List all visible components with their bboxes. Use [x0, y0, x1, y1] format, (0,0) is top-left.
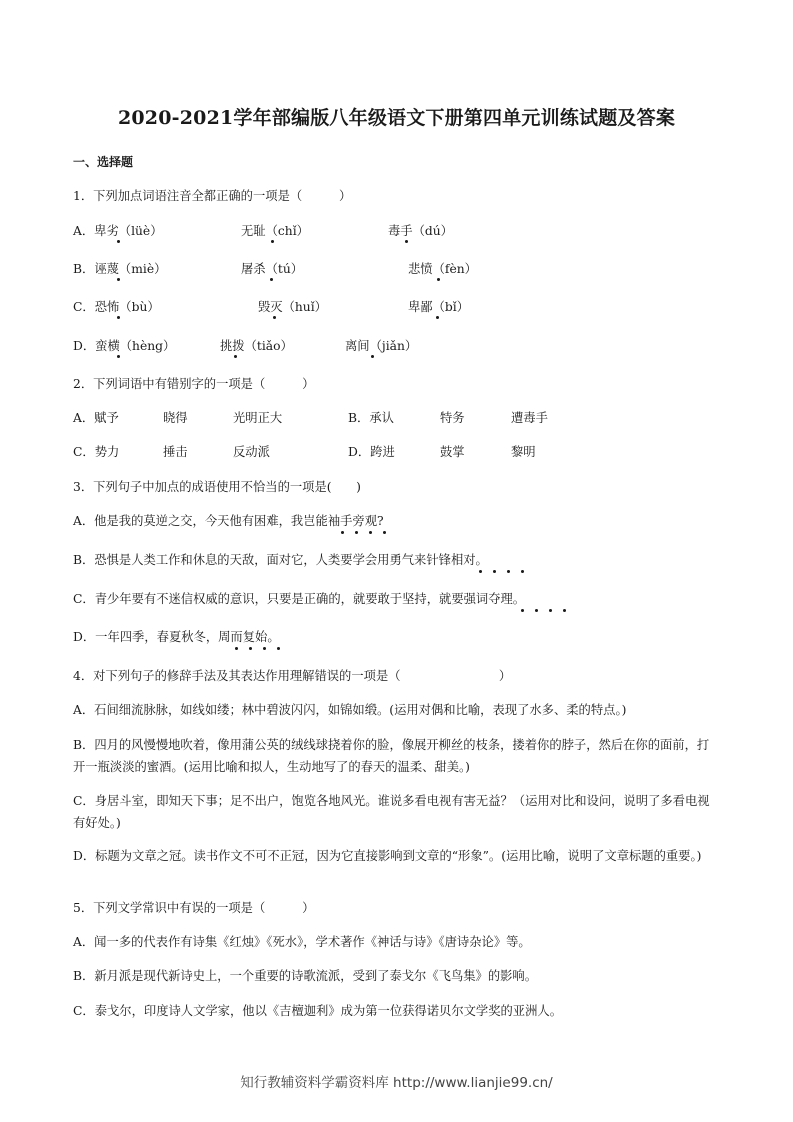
emphasis-dot: [535, 609, 538, 612]
q4-option-c: C．身居斗室，即知天下事；足不出户，饱览各地风光。谁说多看电视有害无益？（运用对比和设问，说明了多看电视有好处。): [73, 794, 710, 830]
question-1-stem: 1．下列加点词语注音全都正确的一项是（ ）: [73, 189, 352, 203]
q3-option-a: A．他是我的莫逆之交，今天他有困难，我岂能袖手旁观?: [73, 514, 384, 528]
q2-word: D．跨进: [348, 445, 395, 459]
emphasis-dot: [549, 609, 552, 612]
emphasis-dot: [493, 570, 496, 573]
q4-option-a: A．石间细流脉脉，如线如缕；林中碧波闪闪，如锦如缎。(运用对偶和比喻，表现了水多、柔的特点。): [73, 703, 627, 717]
emphasis-dot: [277, 647, 280, 650]
q5-option-a: A．闻一多的代表作有诗集《红烛》《死水》，学术著作《神话与诗》《唐诗杂论》等。: [73, 935, 531, 949]
emphasis-dot: [521, 570, 524, 573]
q1-option-b-3: 悲愤（fèn）: [408, 262, 477, 276]
q1-option-a-2: 无耻（chǐ）: [241, 224, 309, 238]
q1-option-b-2: 屠杀（tú）: [241, 262, 304, 276]
section-heading: 一、选择题: [73, 155, 134, 169]
q3-option-d: D．一年四季，春夏秋冬，周而复始。: [73, 630, 280, 644]
emphasis-dot: [479, 570, 482, 573]
q2-word: 晓得: [163, 411, 188, 425]
emphasis-dot: [117, 355, 120, 358]
q2-word: C．势力: [73, 445, 120, 459]
emphasis-dot: [117, 240, 120, 243]
page-title: 2020-2021学年部编版八年级语文下册第四单元训练试题及答案: [117, 107, 676, 129]
q1-option-d-3: 离间（jiǎn）: [345, 339, 418, 353]
emphasis-dot: [117, 316, 120, 319]
emphasis-dot: [355, 531, 358, 534]
q2-word: 反动派: [233, 445, 270, 459]
emphasis-dot: [563, 609, 566, 612]
emphasis-dot: [234, 355, 237, 358]
emphasis-dot: [521, 609, 524, 612]
emphasis-dot: [117, 278, 120, 281]
emphasis-dot: [341, 531, 344, 534]
q2-word: A．赋予: [73, 411, 119, 425]
question-4-stem: 4．对下列句子的修辞手法及其表达作用理解错误的一项是（ ）: [73, 669, 512, 683]
question-2-stem: 2．下列词语中有错别字的一项是（ ）: [73, 377, 315, 391]
emphasis-dot: [249, 647, 252, 650]
q2-word: 黎明: [511, 445, 536, 459]
emphasis-dot: [405, 240, 408, 243]
q5-option-b: B．新月派是现代新诗史上，一个重要的诗歌流派，受到了泰戈尔《飞鸟集》的影响。: [73, 969, 538, 983]
q2-word: 遭毒手: [511, 411, 548, 425]
footer-watermark: 知行教辅资料学霸资料库 http://www.lianjie99.cn/: [240, 1075, 553, 1091]
q2-word: 特务: [440, 411, 465, 425]
emphasis-dot: [273, 316, 276, 319]
emphasis-dot: [369, 531, 372, 534]
q2-word: B．承认: [348, 411, 394, 425]
q1-option-a-1: A．卑劣（lüè）: [73, 224, 163, 238]
q1-option-c-3: 卑鄙（bǐ）: [408, 300, 469, 314]
q2-word: 捶击: [163, 445, 188, 459]
q1-option-b-1: B．诬蔑（miè）: [73, 262, 167, 276]
emphasis-dot: [437, 278, 440, 281]
q1-option-d-2: 挑拨（tiǎo）: [220, 339, 293, 353]
emphasis-dot: [270, 278, 273, 281]
emphasis-dot: [371, 355, 374, 358]
q1-option-c-2: 毁灭（huǐ）: [258, 300, 327, 314]
emphasis-dot: [235, 647, 238, 650]
q1-option-a-3: 毒手（dú）: [388, 224, 453, 238]
q1-option-d-1: D．蛮横（hèng）: [73, 339, 176, 353]
emphasis-dot: [507, 570, 510, 573]
q3-option-b: B．恐惧是人类工作和休息的天敌，面对它，人类要学会用勇气来针锋相对。: [73, 553, 488, 567]
q3-option-c: C．青少年要有不迷信权威的意识，只要是正确的，就要敢于坚持，就要强词夺理。: [73, 592, 526, 606]
question-3-stem: 3．下列句子中加点的成语使用不恰当的一项是( ): [73, 480, 361, 494]
q5-option-c: C．泰戈尔，印度诗人文学家，他以《吉檀迦利》成为第一位获得诺贝尔文学奖的亚洲人。: [73, 1004, 562, 1018]
emphasis-dot: [383, 531, 386, 534]
emphasis-dot: [263, 647, 266, 650]
emphasis-dot: [271, 240, 274, 243]
q1-option-c-1: C．恐怖（bù）: [73, 300, 160, 314]
q4-option-d: D．标题为文章之冠。读书作文不可不正冠，因为它直接影响到文章的“形象”。(运用比喻，说明了文章标题的重要。): [73, 849, 702, 863]
question-5-stem: 5．下列文学常识中有误的一项是（ ）: [73, 901, 315, 915]
q4-option-b: B．四月的风慢慢地吹着，像用蒲公英的绒线球挠着你的脸，像展开柳丝的枝条，搂着你的脖子，然后在你的面前，打开一瓶淡淡的蜜酒。(运用比喻和拟人，生动地写了的春天的温柔、甜美。): [73, 738, 710, 774]
q2-word: 鼓掌: [440, 445, 465, 459]
emphasis-dot: [436, 316, 439, 319]
q2-word: 光明正大: [233, 411, 283, 425]
